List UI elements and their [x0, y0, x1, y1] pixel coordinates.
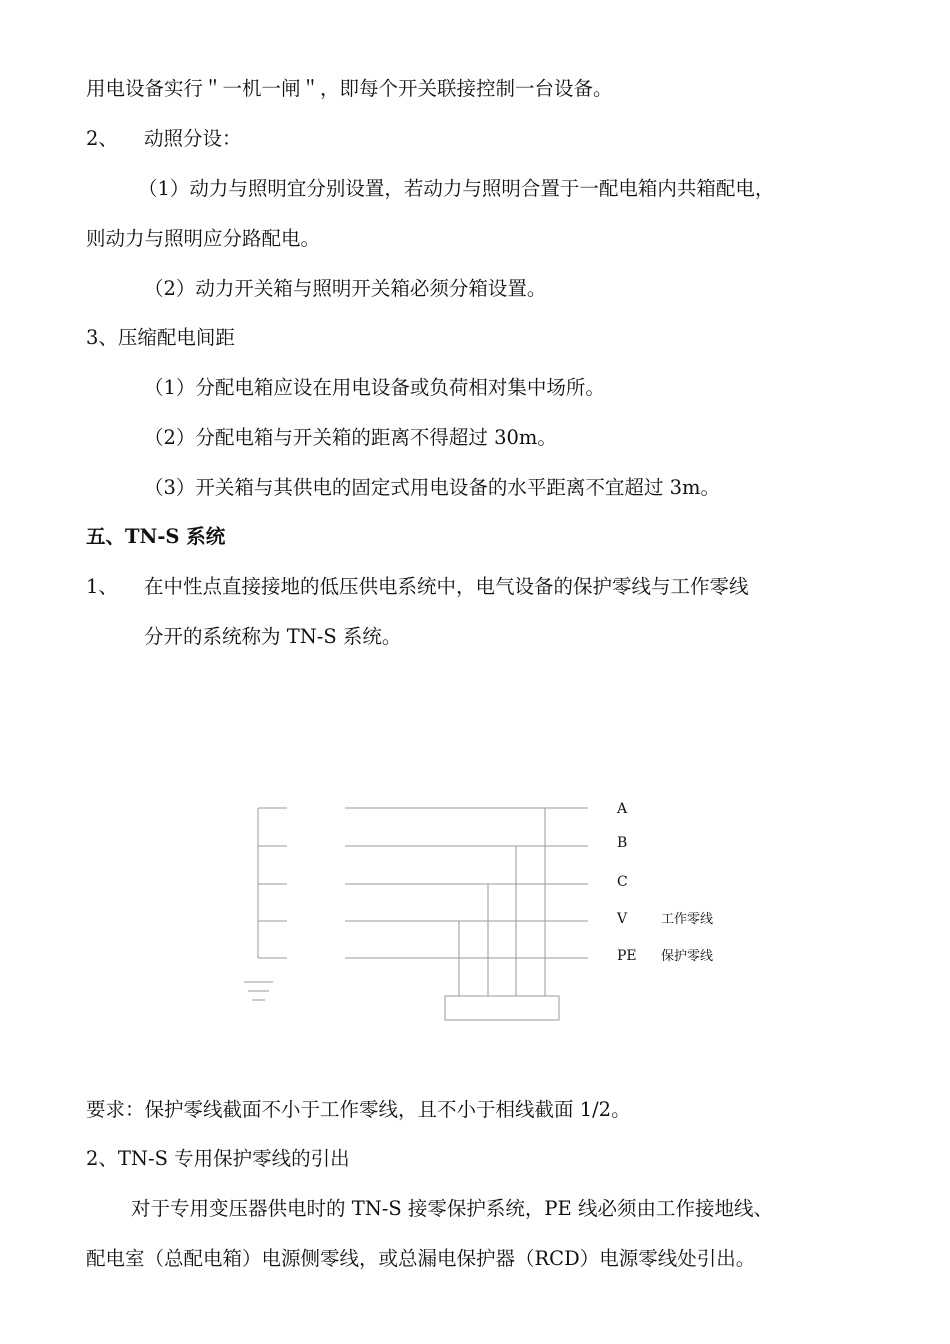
- tn-s-wiring-diagram: [0, 790, 950, 1030]
- section-heading: 动照分设：: [144, 127, 242, 150]
- label-v: V: [617, 911, 628, 927]
- label-b: B: [617, 835, 628, 851]
- text-line: 用电设备实行＂一机一闸＂，即每个开关联接控制一台设备。: [86, 77, 613, 100]
- text-line: 分开的系统称为 TN-S 系统。: [144, 625, 402, 648]
- text-line: （2）动力开关箱与照明开关箱必须分箱设置。: [144, 277, 547, 300]
- text-line: 在中性点直接接地的低压供电系统中，电气设备的保护零线与工作零线: [144, 575, 749, 598]
- label-c: C: [617, 874, 628, 890]
- label-pe: PE: [617, 948, 637, 964]
- diagram-lines: [244, 808, 588, 1020]
- list-number: 2、: [86, 127, 118, 150]
- caption-working-neutral: 工作零线: [661, 912, 714, 927]
- text-line: 对于专用变压器供电时的 TN-S 接零保护系统，PE 线必须由工作接地线、: [131, 1197, 773, 1220]
- text-line: 配电室（总配电箱）电源侧零线，或总漏电保护器（RCD）电源零线处引出。: [86, 1247, 756, 1270]
- text-line: （3）开关箱与其供电的固定式用电设备的水平距离不宜超过 3m。: [144, 476, 721, 499]
- text-line: （1）分配电箱应设在用电设备或负荷相对集中场所。: [144, 376, 605, 399]
- caption-protective-earth: 保护零线: [661, 949, 714, 964]
- text-line: （2）分配电箱与开关箱的距离不得超过 30m。: [144, 426, 557, 449]
- section-heading: 2、TN-S 专用保护零线的引出: [86, 1147, 350, 1170]
- section-heading: 3、压缩配电间距: [86, 326, 235, 349]
- list-number: 1、: [86, 575, 118, 598]
- text-line: 要求：保护零线截面不小于工作零线，且不小于相线截面 1/2。: [86, 1098, 631, 1121]
- chapter-heading: 五、TN-S 系统: [86, 525, 226, 548]
- equipment-box: [445, 996, 559, 1020]
- text-line: 则动力与照明应分路配电。: [86, 227, 321, 250]
- text-line: （1）动力与照明宜分别设置，若动力与照明合置于一配电箱内共箱配电，: [138, 177, 775, 200]
- label-a: A: [617, 801, 628, 817]
